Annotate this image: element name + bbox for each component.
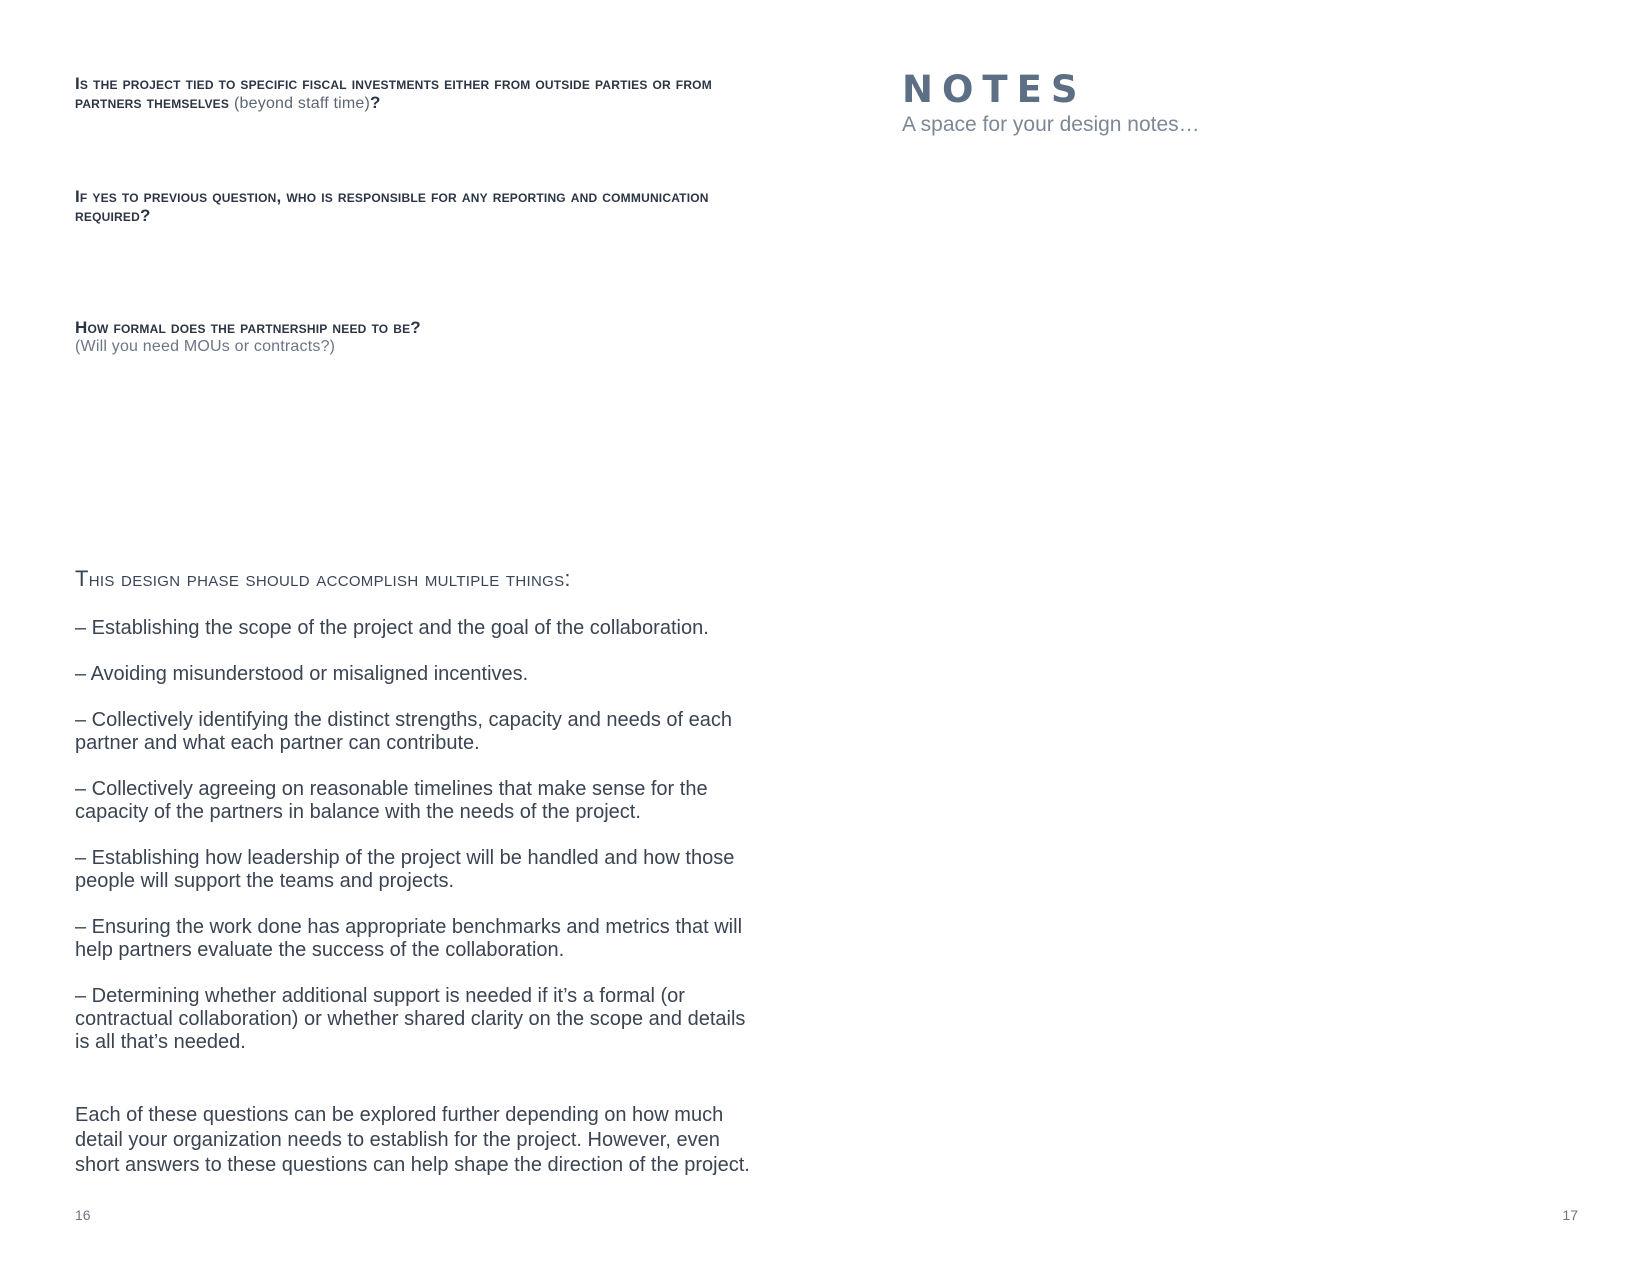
list-item: – Establishing how leadership of the project will be handled and how those people will support the teams and projects. bbox=[75, 847, 735, 892]
question-partnership-formality bbox=[75, 318, 755, 357]
page-number-right: 17 bbox=[1562, 1207, 1578, 1223]
notes-subtitle: A space for your design notes… bbox=[902, 113, 1200, 136]
closing-paragraph: Each of these questions can be explored further depending on how much detail your organization needs to establish for the project. However, even short answers to these questions can help shape the direction of the project. bbox=[75, 1104, 750, 1176]
question-fiscal-investments bbox=[75, 74, 755, 113]
list-item: – Establishing the scope of the project and the goal of the collaboration. bbox=[75, 617, 709, 639]
question-text: If yes to previous question, who is responsible for any reporting and communication required? bbox=[75, 187, 709, 225]
question-mark: ? bbox=[370, 93, 381, 112]
list-item: – Avoiding misunderstood or misaligned incentives. bbox=[75, 663, 529, 685]
question-note: (beyond staff time) bbox=[234, 95, 371, 112]
list-item: – Determining whether additional support is needed if it’s a formal (or contractual collaboration) or whether shared clarity on the scope and details is all that’s needed. bbox=[75, 985, 746, 1053]
page-number-left: 16 bbox=[75, 1207, 91, 1223]
question-reporting-responsibility bbox=[75, 187, 755, 225]
accomplishment-list bbox=[75, 617, 755, 1077]
list-item: – Collectively identifying the distinct strengths, capacity and needs of each partner and what each partner can contribute. bbox=[75, 709, 733, 754]
question-subtext: (Will you need MOUs or contracts?) bbox=[75, 338, 336, 355]
question-text: How formal does the partnership need to be? bbox=[75, 318, 421, 337]
list-item: – Ensuring the work done has appropriate benchmarks and metrics that will help partners evaluate the success of the collaboration. bbox=[75, 916, 743, 961]
question-text: Is the project tied to specific fiscal investments either from outside parties or from partners themselves bbox=[75, 74, 712, 112]
phase-heading: This design phase should accomplish multiple things: bbox=[75, 566, 571, 591]
list-item: – Collectively agreeing on reasonable timelines that make sense for the capacity of the partners in balance with the needs of the project. bbox=[75, 778, 708, 823]
notes-title: NOTES bbox=[902, 68, 1087, 111]
